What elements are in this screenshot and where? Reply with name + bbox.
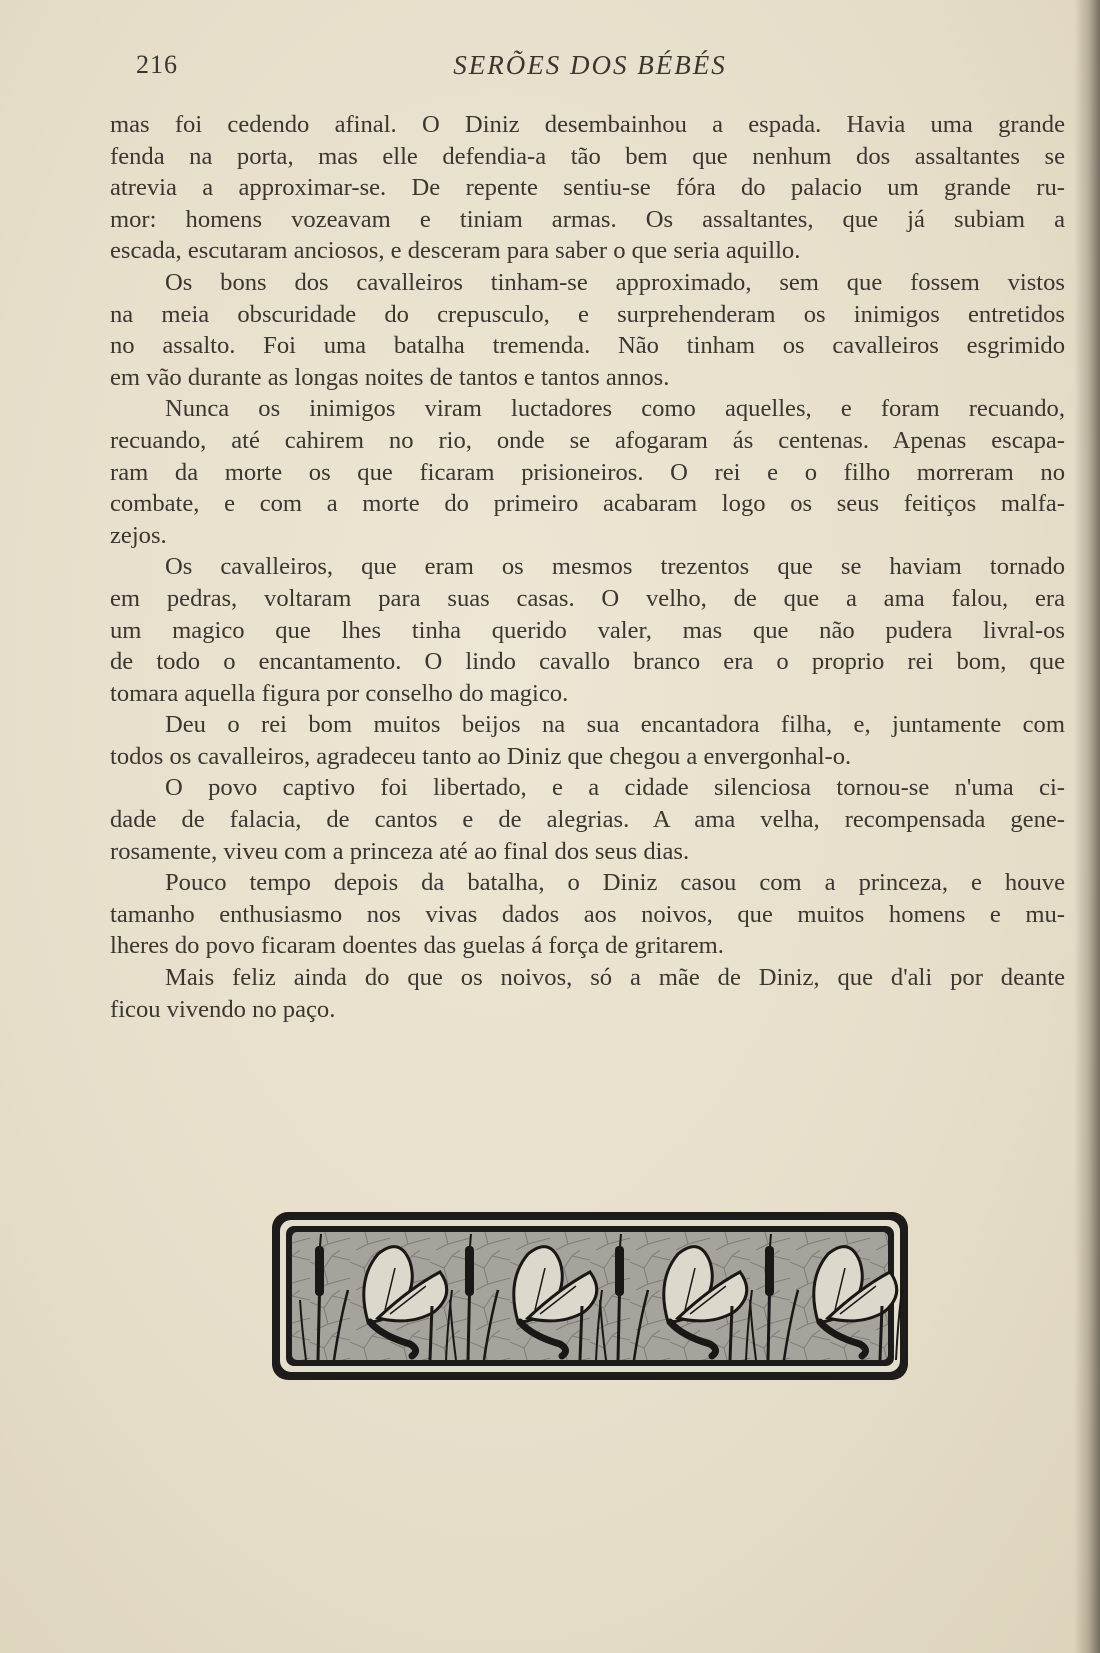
page-number: 216 bbox=[136, 50, 178, 79]
text-line: em pedras, voltaram para suas casas. O velho, de que a ama falou, era bbox=[110, 584, 1065, 612]
text-line: recuando, até cahirem no rio, onde se afogaram ás centenas. Apenas escapa- bbox=[110, 426, 1065, 454]
text-line: de todo o encantamento. O lindo cavallo branco era o proprio rei bom, que bbox=[110, 648, 1065, 676]
spine-shadow bbox=[1074, 0, 1100, 1653]
text-line: fenda na porta, mas elle defendia-a tão bem que nenhum dos assaltantes se bbox=[110, 142, 1065, 170]
text-line: Os cavalleiros, que eram os mesmos trezentos que se haviam tornado bbox=[165, 553, 1065, 581]
text-line: tomara aquella figura por conselho do magico. bbox=[110, 679, 569, 707]
text-line: zejos. bbox=[110, 521, 167, 549]
text-line: no assalto. Foi uma batalha tremenda. Não tinham os cavalleiros esgrimido bbox=[110, 332, 1065, 360]
text-line: ficou vivendo no paço. bbox=[110, 995, 336, 1023]
text-line: Deu o rei bom muitos beijos na sua encantadora filha, e, juntamente com bbox=[165, 711, 1065, 739]
text-line: mor: homens vozeavam e tiniam armas. Os assaltantes, que já subiam a bbox=[110, 205, 1065, 233]
text-line: todos os cavalleiros, agradeceu tanto ao Diniz que chegou a envergonhal-o. bbox=[110, 742, 852, 770]
text-line: Nunca os inimigos viram luctadores como aquelles, e foram recuando, bbox=[165, 395, 1065, 423]
text-line: escada, escutaram anciosos, e desceram para saber o que seria aquillo. bbox=[110, 237, 801, 265]
text-line: rosamente, viveu com a princeza até ao final dos seus dias. bbox=[110, 837, 690, 865]
text-line: combate, e com a morte do primeiro acabaram logo os seus feitiços malfa- bbox=[110, 490, 1065, 518]
text-line: Os bons dos cavalleiros tinham-se approximado, sem que fossem vistos bbox=[165, 268, 1065, 296]
running-head bbox=[110, 46, 1070, 86]
body-text bbox=[110, 109, 1065, 1025]
text-line: lheres do povo ficaram doentes das guelas á força de gritarem. bbox=[110, 932, 724, 960]
text-line: ram da morte os que ficaram prisioneiros. O rei e o filho morreram no bbox=[110, 458, 1065, 486]
text-line: na meia obscuridade do crepusculo, e surprehenderam os inimigos entretidos bbox=[110, 300, 1065, 328]
text-line: em vão durante as longas noites de tantos e tantos annos. bbox=[110, 363, 670, 391]
text-line: mas foi cedendo afinal. O Diniz desembainhou a espada. Havia uma grande bbox=[110, 111, 1065, 138]
text-line: atrevia a approximar-se. De repente sentiu-se fóra do palacio um grande ru- bbox=[110, 174, 1065, 202]
text-line: O povo captivo foi libertado, e a cidade silenciosa tornou-se n'uma ci- bbox=[165, 774, 1065, 802]
running-title: SERÕES DOS BÉBÉS bbox=[453, 50, 727, 80]
text-line: Mais feliz ainda do que os noivos, só a mãe de Diniz, que d'ali por deante bbox=[165, 964, 1065, 992]
text-line: tamanho enthusiasmo nos vivas dados aos noivos, que muitos homens e mu- bbox=[110, 900, 1065, 928]
text-line: Pouco tempo depois da batalha, o Diniz casou com a princeza, e houve bbox=[165, 869, 1065, 897]
floral-tailpiece-icon bbox=[270, 1210, 910, 1382]
text-line: um magico que lhes tinha querido valer, mas que não pudera livral-os bbox=[110, 616, 1065, 644]
text-line: dade de falacia, de cantos e de alegrias. A ama velha, recompensada gene- bbox=[110, 806, 1065, 834]
